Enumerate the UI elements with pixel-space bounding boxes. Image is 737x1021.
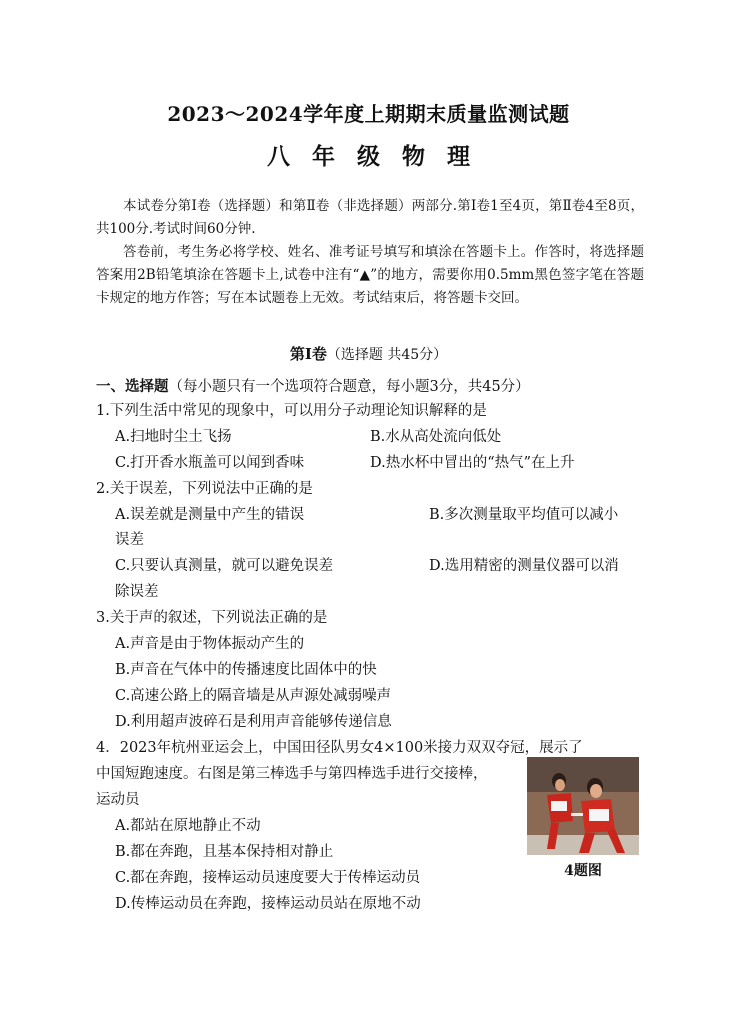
relay-runners-illustration (527, 757, 639, 855)
instructions (96, 195, 644, 310)
q2-option-d: D.选用精密的测量仪器可以消 (429, 558, 619, 574)
q4-stem-line3: 运动员 (96, 792, 140, 808)
q4-stem-line1: 4．2023年杭州亚运会上，中国田径队男女4×100米接力双双夺冠，展示了 (96, 740, 583, 756)
q4-option-b: B.都在奔跑，且基本保持相对静止 (115, 844, 334, 860)
instructions-paragraph-1: 本试卷分第Ⅰ卷（选择题）和第Ⅱ卷（非选择题）两部分.第Ⅰ卷1至4页，第Ⅱ卷4至8页，共100分.考试时间60分钟. (96, 198, 644, 237)
q2-option-b-cont: 误差 (115, 532, 144, 548)
q1-option-b: B.水从高处流向低处 (370, 429, 502, 445)
q1-option-a: A.扫地时尘土飞扬 (115, 429, 232, 445)
q3-option-a: A.声音是由于物体振动产生的 (115, 636, 305, 652)
section1-title (96, 375, 656, 396)
part1-heading (0, 343, 737, 364)
q2-option-b: B.多次测量取平均值可以减小 (429, 507, 619, 523)
q4-option-a: A.都站在原地静止不动 (115, 818, 261, 834)
q2-stem: 2.关于误差，下列说法中正确的是 (96, 481, 313, 497)
q3-stem: 3.关于声的叙述，下列说法正确的是 (96, 610, 328, 626)
q3-option-d: D.利用超声波碎石是利用声音能够传递信息 (115, 714, 392, 730)
q3-option-c: C.高速公路上的隔音墙是从声源处减弱噪声 (115, 688, 392, 704)
q2-option-a: A.误差就是测量中产生的错误 (115, 507, 305, 523)
q4-option-d: D.传棒运动员在奔跑，接棒运动员站在原地不动 (115, 896, 421, 912)
exam-subject: 八年级物理 (267, 143, 492, 170)
q2-option-d-cont: 除误差 (115, 584, 159, 600)
q2-option-c: C.只要认真测量，就可以避免误差 (115, 558, 334, 574)
instructions-paragraph-2: 答卷前，考生务必将学校、姓名、准考证号填写和填涂在答题卡上。作答时，将选择题答案用2B铅笔填涂在答题卡上,试卷中注有“▲”的地方，需要你用0.5mm黑色签字笔在答题卡规定的地方作答；写在本试题卷上无效。考试结束后，将答题卡交回。 (96, 244, 644, 306)
part1-subtitle: （选择题 共45分） (326, 347, 448, 363)
section1-note: （每小题只有一个选项符合题意，每小题3分，共45分） (168, 379, 530, 395)
part1-title: 第Ⅰ卷 (289, 345, 327, 363)
q1-option-c: C.打开香水瓶盖可以闻到香味 (115, 455, 305, 471)
q1-stem: 1.下列生活中常见的现象中，可以用分子动理论知识解释的是 (96, 403, 487, 419)
figure-caption: 4题图 (564, 863, 602, 879)
q4-stem-line2: 中国短跑速度。右图是第三棒选手与第四棒选手进行交接棒， (96, 766, 488, 782)
section1-label: 一、选择题 (96, 378, 169, 395)
relay-race-photo (527, 757, 639, 855)
exam-title: 2023～2024学年度上期期末质量监测试题 (167, 102, 570, 126)
q1-option-d: D.热水杯中冒出的“热气”在上升 (370, 455, 575, 471)
q4-option-c: C.都在奔跑，接棒运动员速度要大于传棒运动员 (115, 870, 421, 886)
q3-option-b: B.声音在气体中的传播速度比固体中的快 (115, 662, 377, 678)
